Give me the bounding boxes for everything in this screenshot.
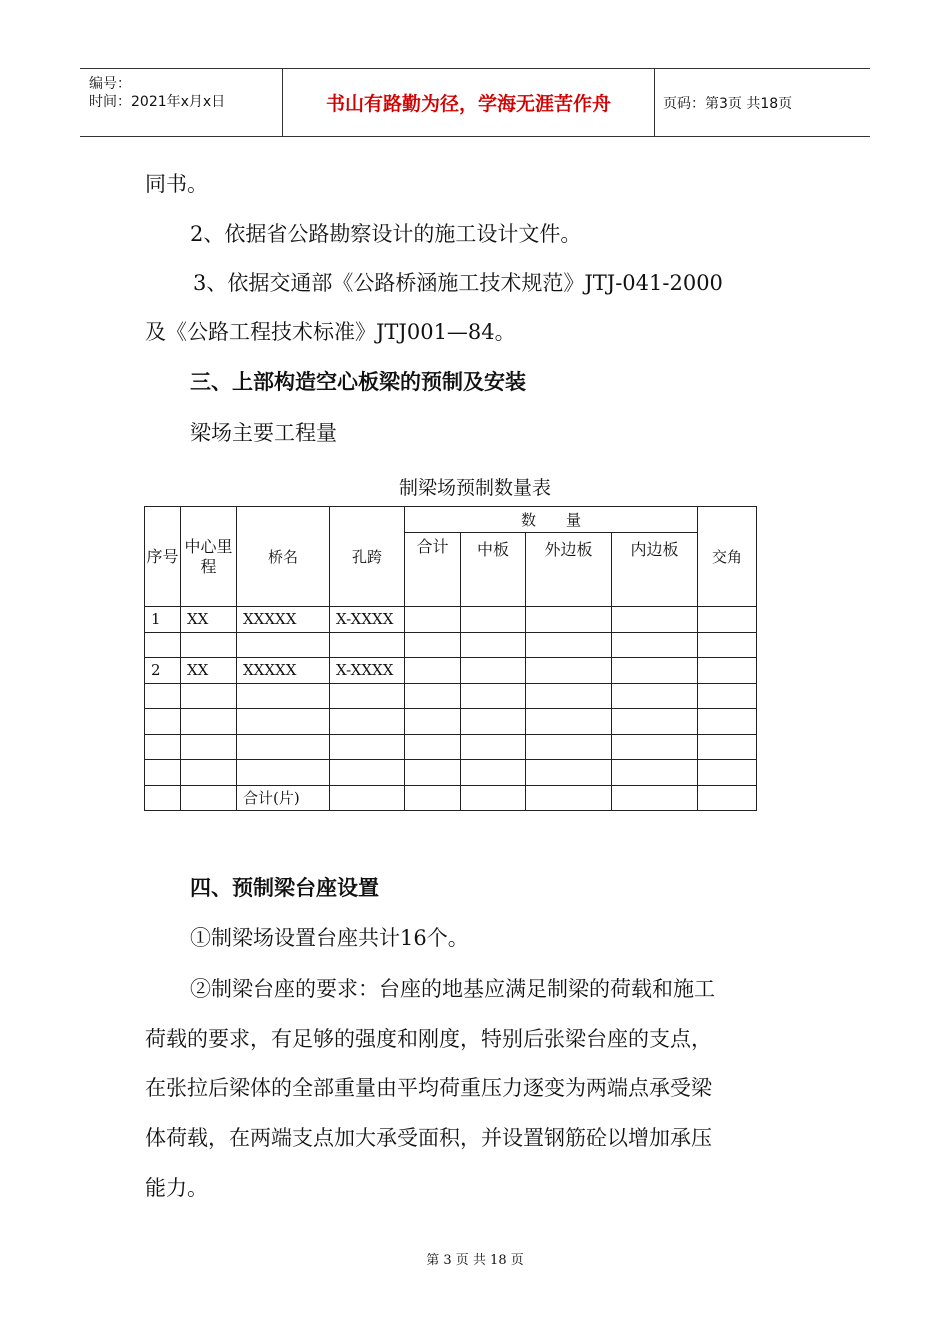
section-heading-3: 三、上部构造空心板梁的预制及安装 xyxy=(190,370,526,394)
table-cell xyxy=(181,632,237,658)
table-cell xyxy=(145,734,181,760)
table-cell xyxy=(461,760,526,786)
table-cell xyxy=(237,734,330,760)
paragraph-basis-3: 3、依据交通部《公路桥涵施工技术规范》JTJ-041-2000 xyxy=(193,271,723,295)
table-cell xyxy=(145,785,181,811)
table-caption: 制梁场预制数量表 xyxy=(398,477,551,499)
table-cell xyxy=(181,785,237,811)
table-cell xyxy=(405,785,461,811)
header-outer-slab: 外边板 xyxy=(526,533,612,607)
table-cell xyxy=(698,607,757,633)
list-item-2-line-5: 能力。 xyxy=(145,1176,208,1200)
table-cell xyxy=(698,709,757,735)
table-cell xyxy=(237,760,330,786)
table-cell xyxy=(526,734,612,760)
header-inner-slab: 内边板 xyxy=(612,533,698,607)
table-cell xyxy=(330,760,405,786)
table-cell: XX xyxy=(181,658,237,684)
subheading-quantities: 梁场主要工程量 xyxy=(190,421,337,445)
table-cell xyxy=(461,658,526,684)
table-cell xyxy=(698,760,757,786)
document-date: 时间：2021年x月x日 xyxy=(89,94,226,110)
table-row xyxy=(145,632,757,658)
table-cell xyxy=(405,760,461,786)
table-cell xyxy=(181,709,237,735)
table-cell xyxy=(405,607,461,633)
paragraph-basis-2: 2、依据省公路勘察设计的施工设计文件。 xyxy=(190,222,582,246)
table-row xyxy=(145,658,757,684)
table-cell xyxy=(405,734,461,760)
quantity-table xyxy=(144,506,757,811)
table-cell: 合计(片) xyxy=(237,785,330,811)
table-cell xyxy=(526,632,612,658)
table-cell xyxy=(461,734,526,760)
table-cell xyxy=(145,632,181,658)
header-seq: 序号 xyxy=(145,507,181,607)
list-item-2-line-4: 体荷载，在两端支点加大承受面积，并设置钢筋砼以增加承压 xyxy=(145,1126,712,1150)
header-page-number: 页码：第3页 共18页 xyxy=(663,95,793,112)
table-cell xyxy=(526,709,612,735)
table-cell xyxy=(461,683,526,709)
table-cell: X-XXXX xyxy=(330,607,405,633)
header-quantity: 数 量 xyxy=(405,507,698,533)
table-cell xyxy=(526,785,612,811)
table-row xyxy=(145,760,757,786)
table-cell xyxy=(526,683,612,709)
list-item-1: ①制梁场设置台座共计16个。 xyxy=(190,926,469,950)
table-cell xyxy=(612,658,698,684)
table-cell xyxy=(612,607,698,633)
table-cell: XXXXX xyxy=(237,607,330,633)
table-row xyxy=(145,683,757,709)
page-header xyxy=(80,68,870,137)
table-cell xyxy=(612,734,698,760)
header-span: 孔跨 xyxy=(330,507,405,607)
table-cell xyxy=(405,658,461,684)
table-cell xyxy=(698,632,757,658)
table-cell: XX xyxy=(181,607,237,633)
table-row xyxy=(145,709,757,735)
list-item-2-line-3: 在张拉后梁体的全部重量由平均荷重压力逐变为两端点承受梁 xyxy=(145,1076,712,1100)
table-row xyxy=(145,785,757,811)
paragraph-basis-3-cont: 及《公路工程技术标准》JTJ001—84。 xyxy=(145,320,516,344)
table-cell xyxy=(145,760,181,786)
table-cell xyxy=(237,632,330,658)
table-cell xyxy=(330,734,405,760)
table-cell xyxy=(330,785,405,811)
table-cell xyxy=(612,760,698,786)
header-total: 合计 xyxy=(405,533,461,607)
page-footer: 第 3 页 共 18 页 xyxy=(426,1253,524,1268)
table-cell xyxy=(698,785,757,811)
section-heading-4: 四、预制梁台座设置 xyxy=(190,876,379,900)
table-cell xyxy=(612,785,698,811)
table-cell xyxy=(181,683,237,709)
document-number: 编号： xyxy=(89,76,131,92)
table-cell xyxy=(698,734,757,760)
table-cell xyxy=(145,709,181,735)
table-cell xyxy=(526,658,612,684)
table-cell xyxy=(461,785,526,811)
table-cell xyxy=(330,709,405,735)
table-cell xyxy=(330,632,405,658)
table-row xyxy=(145,734,757,760)
table-cell xyxy=(461,632,526,658)
table-cell xyxy=(330,683,405,709)
table-cell xyxy=(461,607,526,633)
header-meta xyxy=(80,69,283,136)
list-item-2-line-2: 荷载的要求，有足够的强度和刚度，特别后张梁台座的支点， xyxy=(145,1027,712,1051)
header-motto: 书山有路勤为径，学海无涯苦作舟 xyxy=(283,69,655,136)
header-mid-slab: 中板 xyxy=(461,533,526,607)
table-cell xyxy=(237,683,330,709)
table-cell: 2 xyxy=(145,658,181,684)
paragraph-continuation: 同书。 xyxy=(145,172,208,196)
table-cell xyxy=(526,760,612,786)
table-cell xyxy=(612,709,698,735)
table-cell xyxy=(405,709,461,735)
table-cell xyxy=(612,632,698,658)
table-cell xyxy=(181,734,237,760)
table-row xyxy=(145,607,757,633)
table-cell xyxy=(526,607,612,633)
table-cell xyxy=(145,683,181,709)
header-center-mileage: 中心里程 xyxy=(181,507,237,607)
table-cell xyxy=(405,632,461,658)
table-cell: X-XXXX xyxy=(330,658,405,684)
header-bridge-name: 桥名 xyxy=(237,507,330,607)
table-cell xyxy=(237,709,330,735)
table-cell xyxy=(181,760,237,786)
table-cell xyxy=(698,658,757,684)
table-cell: 1 xyxy=(145,607,181,633)
table-cell xyxy=(461,709,526,735)
table-cell xyxy=(698,683,757,709)
header-skew-angle: 交角 xyxy=(698,507,757,607)
table-cell: XXXXX xyxy=(237,658,330,684)
list-item-2-line-1: ②制梁台座的要求：台座的地基应满足制梁的荷载和施工 xyxy=(190,977,715,1001)
table-cell xyxy=(405,683,461,709)
table-cell xyxy=(612,683,698,709)
